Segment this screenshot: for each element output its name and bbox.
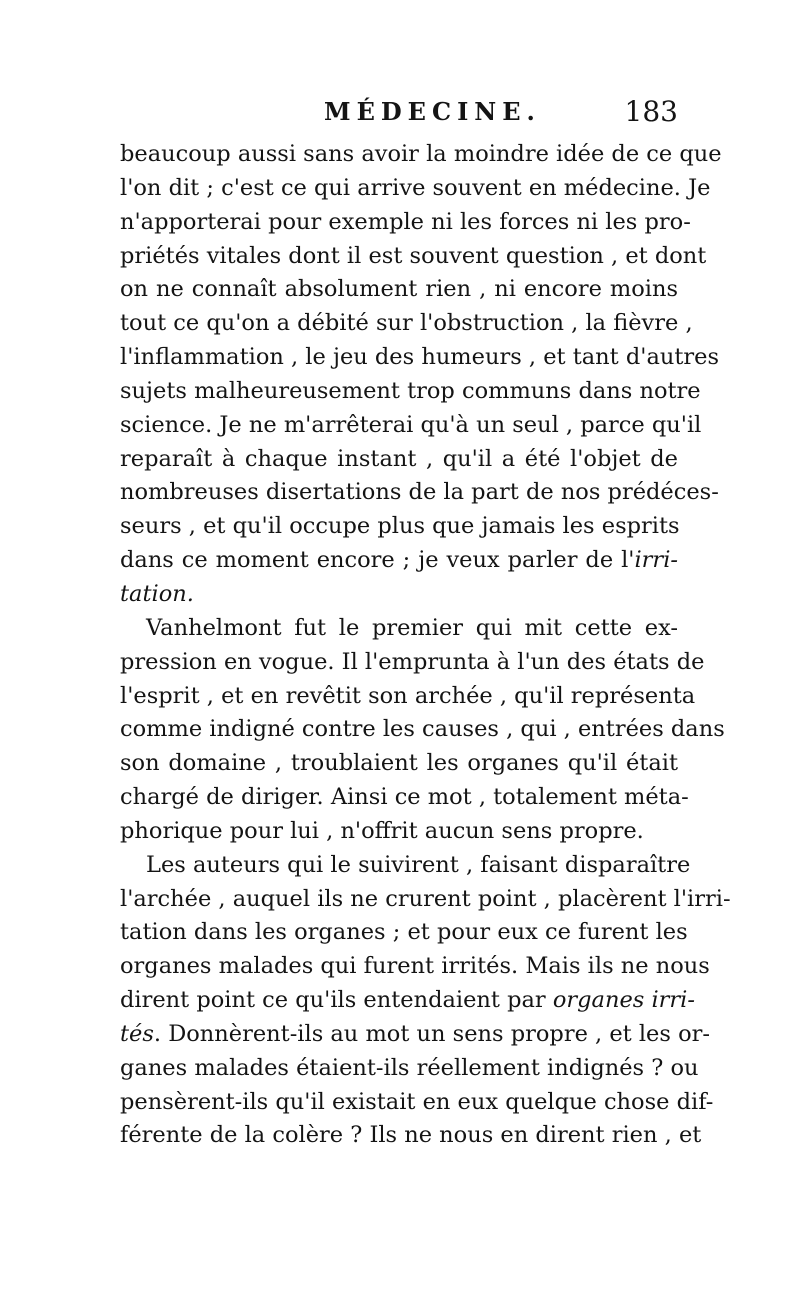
paragraph-start-line: Vanhelmont fut le premier qui mit cette ex- xyxy=(146,614,678,641)
italic-term: irri- xyxy=(634,547,678,574)
body-text xyxy=(120,138,731,1153)
text-line: ganes malades étaient-ils réellement indignés ? ou xyxy=(120,1054,699,1081)
text-line: seurs , et qu'il occupe plus que jamais les esprits xyxy=(120,513,680,540)
italic-term: tés xyxy=(120,1020,154,1047)
text-line xyxy=(120,544,678,578)
text-line xyxy=(120,578,678,612)
text-line: l'on dit ; c'est ce qui arrive souvent en médecine. Je xyxy=(120,174,711,201)
page-number: 183 xyxy=(624,95,678,128)
text-line: pression en vogue. Il l'emprunta à l'un des états de xyxy=(120,648,705,675)
text-line: on ne connaît absolument rien , ni encore moins xyxy=(120,276,678,303)
text-line: tout ce qu'on a débité sur l'obstruction , la fièvre , xyxy=(120,310,693,337)
text-line: chargé de diriger. Ainsi ce mot , totalement méta- xyxy=(120,784,689,811)
text-line-roman: dirent point ce qu'ils entendaient par xyxy=(120,987,553,1014)
text-line: l'archée , auquel ils ne crurent point , placèrent l'irri- xyxy=(120,885,731,912)
text-line: férente de la colère ? Ils ne nous en dirent rien , et xyxy=(120,1122,702,1149)
italic-term: organes irri- xyxy=(552,987,695,1014)
text-line: tation dans les organes ; et pour eux ce furent les xyxy=(120,919,688,946)
running-title: MÉDECINE. xyxy=(324,97,541,126)
text-line: organes malades qui furent irrités. Mais ils ne nous xyxy=(120,953,710,980)
text-line: beaucoup aussi sans avoir la moindre idée de ce que xyxy=(120,141,722,167)
text-line: nombreuses disertations de la part de nos prédéces- xyxy=(120,479,719,506)
text-line-roman: dans ce moment encore ; je veux parler de l' xyxy=(120,547,635,574)
paragraph-start-line: Les auteurs qui le suivirent , faisant disparaître xyxy=(146,851,691,878)
text-line xyxy=(120,1018,710,1052)
text-line: reparaît à chaque instant , qu'il a été l'objet de xyxy=(120,445,678,472)
text-line: l'inflammation , le jeu des humeurs , et tant d'autres xyxy=(120,344,720,371)
text-line: pensèrent-ils qu'il existait en eux quelque chose dif- xyxy=(120,1088,714,1115)
text-line-roman: . Donnèrent-ils au mot un sens propre , et les or- xyxy=(153,1020,710,1047)
text-line: son domaine , troublaient les organes qu'il était xyxy=(120,750,678,777)
text-line: comme indigné contre les causes , qui , entrées dans xyxy=(120,716,725,743)
text-line: sujets malheureusement trop communs dans notre xyxy=(120,377,701,404)
text-line: l'esprit , et en revêtit son archée , qu'il représenta xyxy=(120,682,696,709)
text-line: science. Je ne m'arrêterai qu'à un seul , parce qu'il xyxy=(120,411,702,438)
running-head xyxy=(120,92,680,132)
text-line: n'apporterai pour exemple ni les forces ni les pro- xyxy=(120,208,691,235)
text-line: priétés vitales dont il est souvent question , et dont xyxy=(120,242,707,269)
text-line xyxy=(120,984,695,1018)
italic-term: tation. xyxy=(120,580,194,607)
text-line: phorique pour lui , n'offrit aucun sens propre. xyxy=(120,817,644,844)
